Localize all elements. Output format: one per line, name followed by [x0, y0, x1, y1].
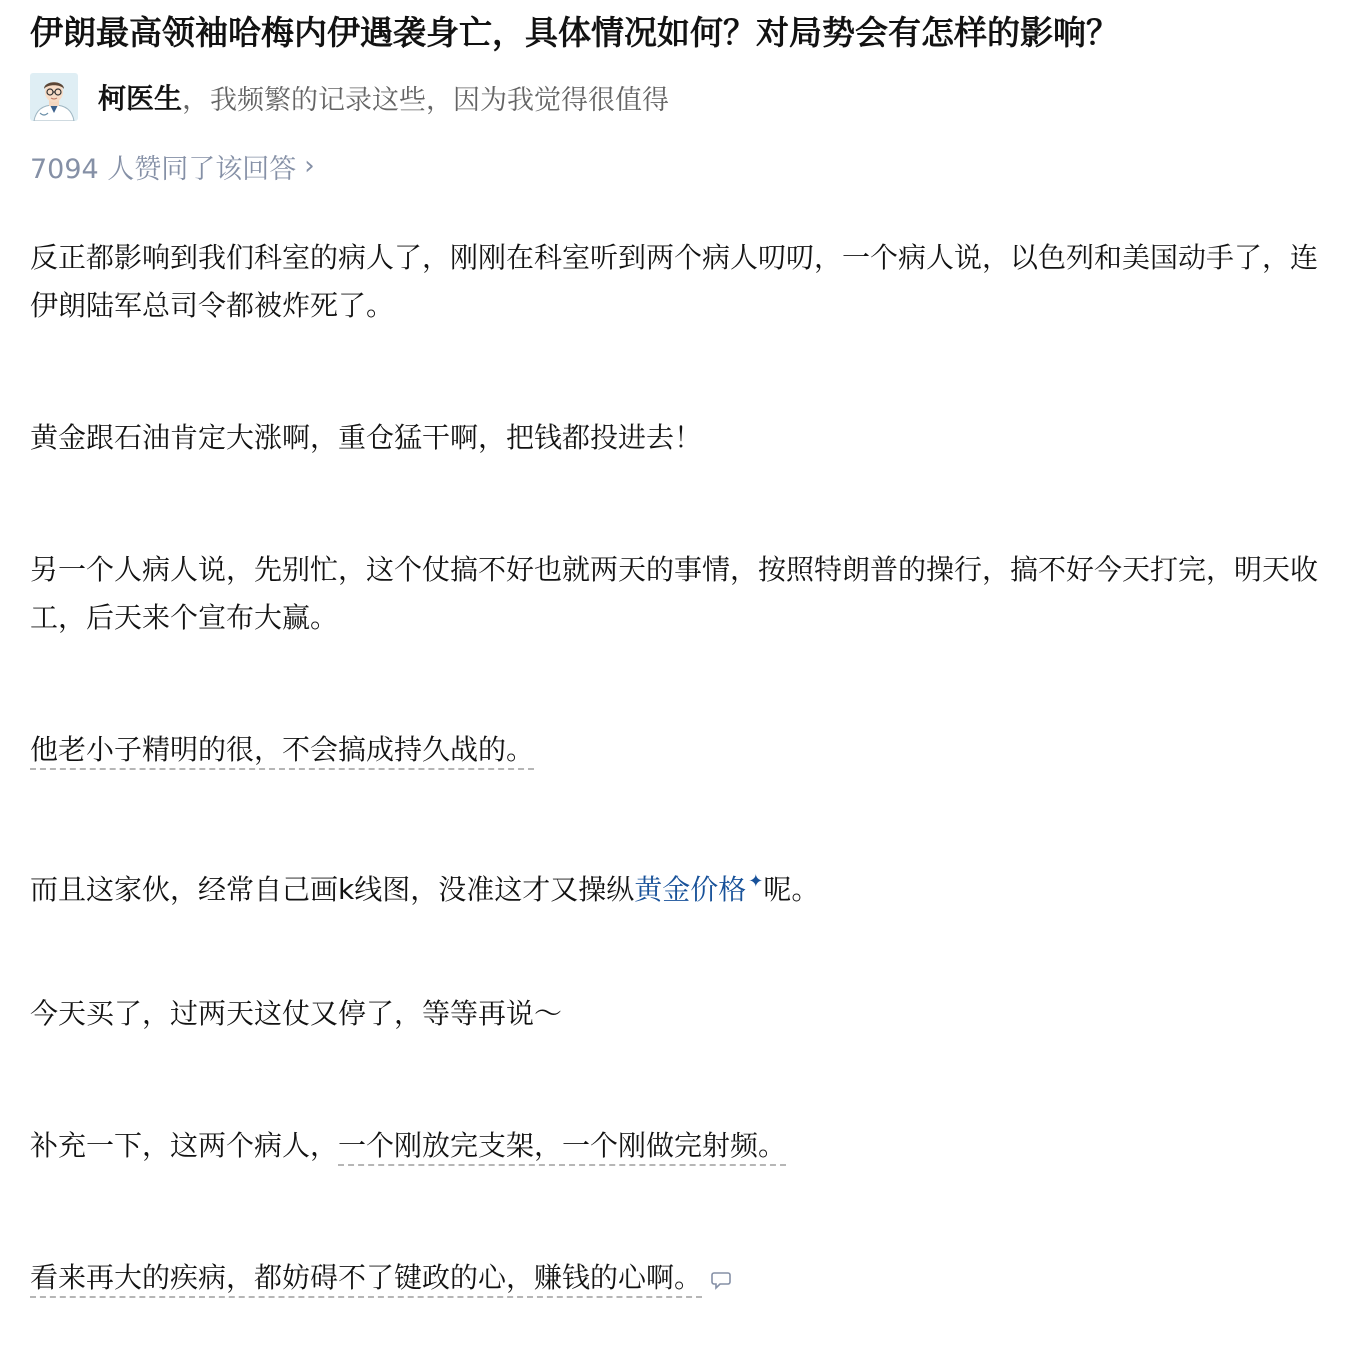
author-name[interactable]: 柯医生	[98, 82, 183, 115]
author-avatar[interactable]	[30, 73, 78, 121]
answer-paragraph-8	[30, 1254, 1342, 1302]
answer-paragraph-3: 另一个人病人说，先别忙，这个仗搞不好也就两天的事情，按照特朗普的操行，搞不好今天打完，明天收工，后天来个宣布大赢。	[30, 553, 1319, 634]
search-link-gold-price[interactable]: 黄金价格	[634, 873, 747, 906]
paragraph-text: 而且这家伙，经常自己画k线图，没准这才又操纵	[30, 873, 635, 906]
annotated-text[interactable]: 他老小子精明的很，不会搞成持久战的。	[30, 733, 534, 770]
vote-count-link[interactable]	[30, 146, 315, 186]
answer-paragraph-6: 今天买了，过两天这仗又停了，等等再说～	[30, 997, 563, 1030]
paragraph-text: 补充一下，这两个病人，	[30, 1129, 339, 1162]
annotated-text[interactable]: 看来再大的疾病，都妨碍不了键政的心，赚钱的心啊。	[30, 1261, 702, 1298]
answer-paragraph-7	[30, 1122, 1342, 1170]
answer-paragraph-1: 反正都影响到我们科室的病人了，刚刚在科室听到两个病人叨叨，一个病人说，以色列和美国动手了，连伊朗陆军总司令都被炸死了。	[30, 241, 1319, 322]
question-title[interactable]: 伊朗最高领袖哈梅内伊遇袭身亡，具体情况如何？对局势会有怎样的影响？	[30, 13, 1119, 52]
author-info	[30, 72, 669, 122]
author-bio: 我频繁的记录这些，因为我觉得很值得	[210, 84, 670, 116]
annotated-text[interactable]: 一个刚放完支架，一个刚做完射频。	[338, 1129, 786, 1166]
answer-paragraph-2: 黄金跟石油肯定大涨啊，重仓猛干啊，把钱都投进去！	[30, 421, 703, 454]
chevron-right-icon: ›	[304, 151, 315, 181]
answer-paragraph-4	[30, 726, 1342, 774]
vote-count-label: 7094 人赞同了该回答	[30, 153, 297, 185]
answer-paragraph-5	[30, 858, 1342, 914]
paragraph-text: 呢。	[763, 873, 820, 906]
author-separator: ，	[182, 82, 211, 115]
doctor-avatar-icon	[30, 73, 78, 121]
comment-bubble-icon[interactable]	[710, 1258, 732, 1280]
sparkle-icon: ✦	[748, 871, 764, 892]
